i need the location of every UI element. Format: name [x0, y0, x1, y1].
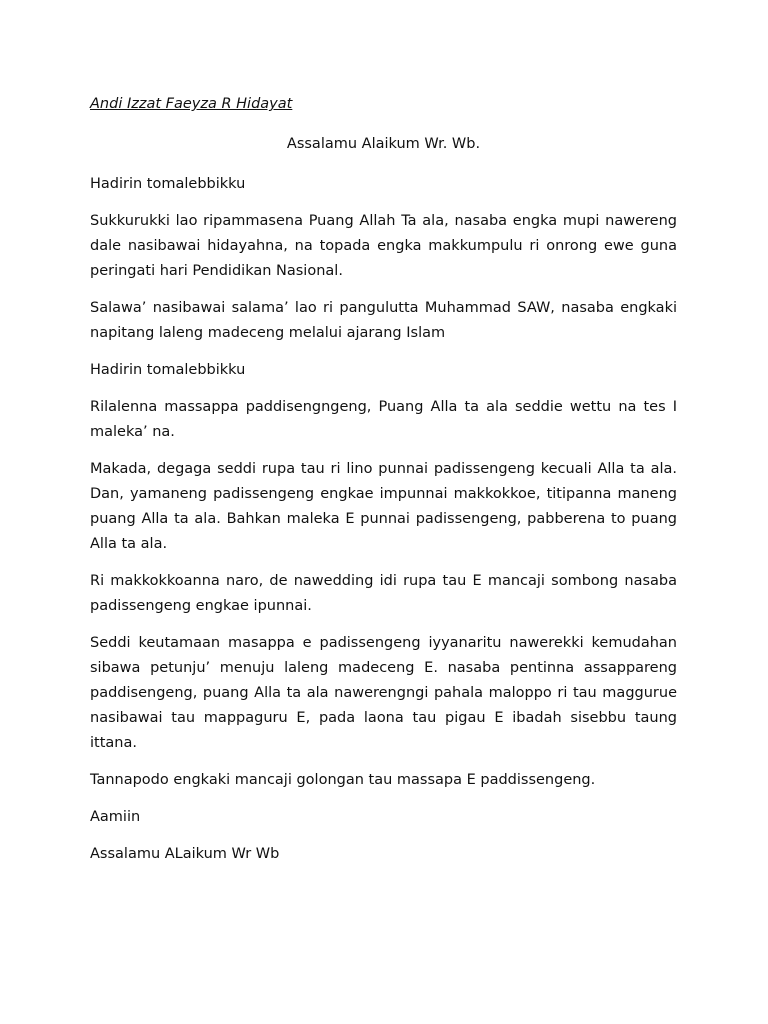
- paragraph-not-arrogant: Ri makkokkoanna naro, de nawedding idi rupa tau E mancaji sombong nasaba padissengeng engkae ipunnai.: [90, 573, 677, 614]
- opening-greeting: Assalamu Alaikum Wr. Wb.: [286, 136, 481, 152]
- author-name: Andi Izzat Faeyza R Hidayat: [90, 96, 293, 112]
- paragraph-seeking-knowledge: Rilalenna massappa paddisengngeng, Puang Alla ta ala seddie wettu na tes I maleka’ na.: [90, 399, 677, 440]
- document-page: [90, 92, 677, 879]
- paragraph-gratitude: Sukkurukki lao ripammasena Puang Allah Ta ala, nasaba engka mupi nawereng dale nasibawai hidayahna, na topada engka makkumpulu ri onrong ewe guna peringati hari Pendidikan Nasional.: [90, 213, 677, 279]
- paragraph-knowledge-from-allah: Makada, degaga seddi rupa tau ri lino punnai padissengeng kecuali Alla ta ala. Dan, yamaneng padissengeng engkae impunnai makkokkoe, titipanna maneng puang Alla ta ala. Bahkan maleka E punnai padissengeng, pabberena to puang Alla ta ala.: [90, 461, 677, 552]
- paragraph-audience-greeting-2: Hadirin tomalebbikku: [90, 362, 246, 378]
- paragraph-hope: Tannapodo engkaki mancaji golongan tau massapa E paddissengeng.: [90, 772, 596, 788]
- paragraph-audience-greeting-1: Hadirin tomalebbikku: [90, 176, 246, 192]
- closing-greeting: Assalamu ALaikum Wr Wb: [90, 846, 280, 862]
- paragraph-aamiin: Aamiin: [90, 809, 141, 825]
- paragraph-virtue-of-knowledge: Seddi keutamaan masappa e padissengeng iyyanaritu nawerekki kemudahan sibawa petunju’ menuju laleng madeceng E. nasaba pentinna assappareng paddisengeng, puang Alla ta ala nawerengngi pahala maloppo ri tau maggurue nasibawai tau mappaguru E, pada laona tau pigau E ibadah sisebbu taung ittana.: [90, 635, 677, 751]
- paragraph-salawat: Salawa’ nasibawai salama’ lao ri pangulutta Muhammad SAW, nasaba engkaki napitang laleng madeceng melalui ajarang Islam: [90, 300, 677, 341]
